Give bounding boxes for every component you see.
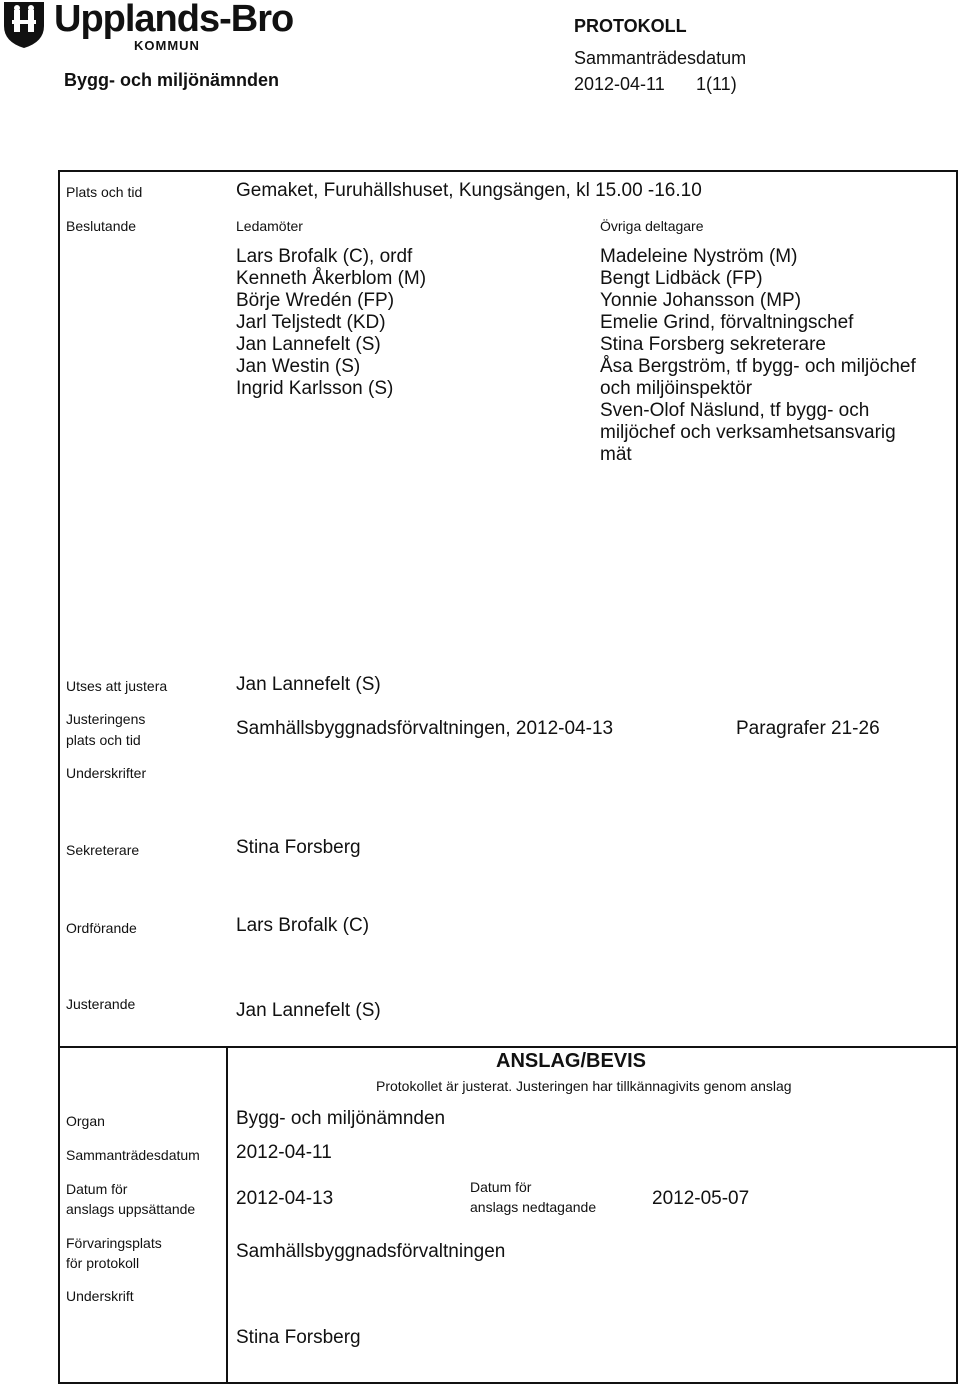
members-list (236, 246, 426, 400)
member-item: Börje Wredén (FP) (236, 290, 395, 311)
anslag-date-label: Sammanträdesdatum (66, 1147, 200, 1163)
removed-value: 2012-05-07 (652, 1188, 750, 1209)
place-value: Gemaket, Furuhällshuset, Kungsängen, kl 15.00 -16.10 (236, 180, 702, 201)
member-item: Jarl Teljstedt (KD) (236, 312, 386, 333)
secretary-label: Sekreterare (66, 842, 140, 858)
paragraphs: Paragrafer 21-26 (736, 718, 880, 739)
anslag-date-value: 2012-04-11 (236, 1142, 332, 1163)
member-item: Lars Brofalk (C), ordf (236, 246, 413, 267)
participant-item: miljöchef och verksamhetsansvarig (600, 422, 896, 443)
anslag-title: ANSLAG/BEVIS (496, 1050, 647, 1072)
header-date-label: Sammanträdesdatum (574, 48, 747, 68)
decision-label: Beslutande (66, 218, 137, 234)
posted-value: 2012-04-13 (236, 1188, 334, 1209)
member-item: Kenneth Åkerblom (M) (236, 268, 427, 289)
posted-label-2: anslags uppsättande (66, 1201, 196, 1217)
justering-place-label-2: plats och tid (66, 732, 141, 748)
justering-place-label-1: Justeringens (66, 711, 146, 727)
chair-name: Lars Brofalk (C) (236, 915, 370, 936)
participant-item: mät (600, 444, 632, 465)
chair-label: Ordförande (66, 920, 137, 936)
participant-item: Sven-Olof Näslund, tf bygg- och (600, 400, 870, 421)
adjuster-name: Jan Lannefelt (S) (236, 1000, 381, 1021)
coat-of-arms-icon (2, 2, 46, 48)
anslag-divider (58, 1046, 956, 1048)
signature-name: Stina Forsberg (236, 1327, 361, 1348)
justering-place-value: Samhällsbyggnadsförvaltningen, 2012-04-13 (236, 718, 614, 739)
secretary-name: Stina Forsberg (236, 837, 361, 858)
header-date: 2012-04-11 (574, 74, 665, 94)
utses-label: Utses att justera (66, 678, 168, 694)
storage-label-1: Förvaringsplats (66, 1235, 162, 1251)
logo-name: Upplands-Bro (54, 0, 294, 40)
participant-item: och miljöinspektör (600, 378, 753, 399)
participant-item: Emelie Grind, förvaltningschef (600, 312, 854, 333)
participant-item: Madeleine Nyström (M) (600, 246, 798, 267)
participant-item: Yonnie Johansson (MP) (600, 290, 802, 311)
storage-value: Samhällsbyggnadsförvaltningen (236, 1241, 506, 1262)
signatures-label: Underskrifter (66, 765, 147, 781)
members-label: Ledamöter (236, 218, 303, 234)
organ-value: Bygg- och miljönämnden (236, 1108, 446, 1129)
participant-item: Stina Forsberg sekreterare (600, 334, 826, 355)
utses-value: Jan Lannefelt (S) (236, 674, 381, 695)
participant-item: Bengt Lidbäck (FP) (600, 268, 763, 289)
member-item: Ingrid Karlsson (S) (236, 378, 394, 399)
organ-label: Organ (66, 1113, 105, 1129)
removed-label-2: anslags nedtagande (470, 1199, 597, 1215)
anslag-subtitle: Protokollet är justerat. Justeringen har tillkännagivits genom anslag (376, 1078, 792, 1094)
others-list (600, 246, 916, 466)
page-number: 1(11) (696, 74, 737, 94)
doc-type: PROTOKOLL (574, 16, 687, 36)
logo-subtitle: KOMMUN (134, 38, 200, 53)
anslag-divider-vertical (226, 1046, 228, 1382)
participant-item: Åsa Bergström, tf bygg- och miljöchef (600, 356, 916, 377)
place-label: Plats och tid (66, 184, 143, 200)
removed-label-1: Datum för (470, 1179, 532, 1195)
others-label: Övriga deltagare (600, 218, 704, 234)
adjuster-label: Justerande (66, 996, 136, 1012)
posted-label-1: Datum för (66, 1181, 128, 1197)
storage-label-2: för protokoll (66, 1255, 140, 1271)
member-item: Jan Lannefelt (S) (236, 334, 381, 355)
member-item: Jan Westin (S) (236, 356, 361, 377)
committee-name: Bygg- och miljönämnden (64, 70, 280, 90)
signature-label: Underskrift (66, 1288, 134, 1304)
